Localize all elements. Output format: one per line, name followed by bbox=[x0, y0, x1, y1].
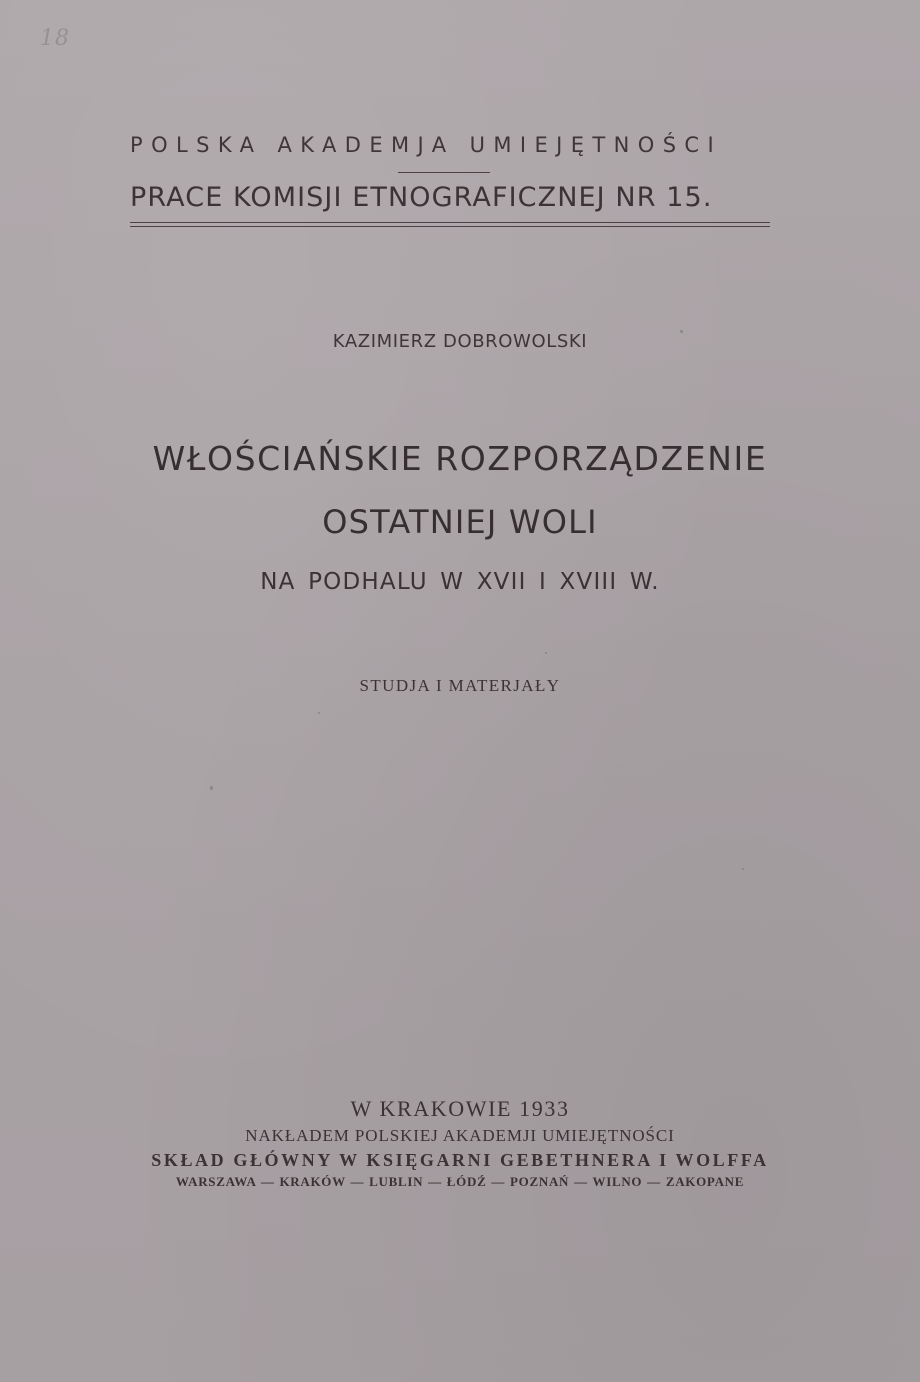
author-name: KAZIMIERZ DOBROWOLSKI bbox=[332, 331, 588, 352]
pencil-note: 18 bbox=[40, 26, 70, 51]
book-title-line-2: OSTATNIEJ WOLI bbox=[322, 503, 598, 541]
imprint-cities: WARSZAWA — KRAKÓW — LUBLIN — ŁÓDŹ — POZNAŃ — WILNO — ZAKOPANE bbox=[175, 1174, 745, 1189]
imprint-publisher: NAKŁADEM POLSKIEJ AKADEMJI UMIEJĘTNOŚCI bbox=[245, 1126, 675, 1145]
series-title: PRACE KOMISJI ETNOGRAFICZNEJ NR 15. bbox=[130, 182, 713, 213]
double-divider bbox=[130, 222, 770, 227]
genre-label: STUDJA I MATERJAŁY bbox=[359, 676, 561, 695]
imprint-distributor: SKŁAD GŁÓWNY W KSIĘGARNI GEBETHNERA I WOLFFA bbox=[151, 1150, 769, 1170]
paper-speck bbox=[210, 786, 213, 790]
paper-speck bbox=[318, 712, 320, 714]
paper-speck bbox=[680, 330, 683, 333]
short-divider bbox=[398, 172, 490, 173]
imprint-city-year: W KRAKOWIE 1933 bbox=[350, 1096, 570, 1121]
paper-speck bbox=[545, 652, 547, 654]
paper-speck bbox=[742, 868, 744, 870]
book-subtitle: NA PODHALU W XVII I XVIII W. bbox=[260, 569, 660, 595]
academy-name: POLSKA AKADEMJA UMIEJĘTNOŚCI bbox=[130, 133, 723, 157]
book-title-line-1: WŁOŚCIAŃSKIE ROZPORZĄDZENIE bbox=[152, 439, 768, 478]
